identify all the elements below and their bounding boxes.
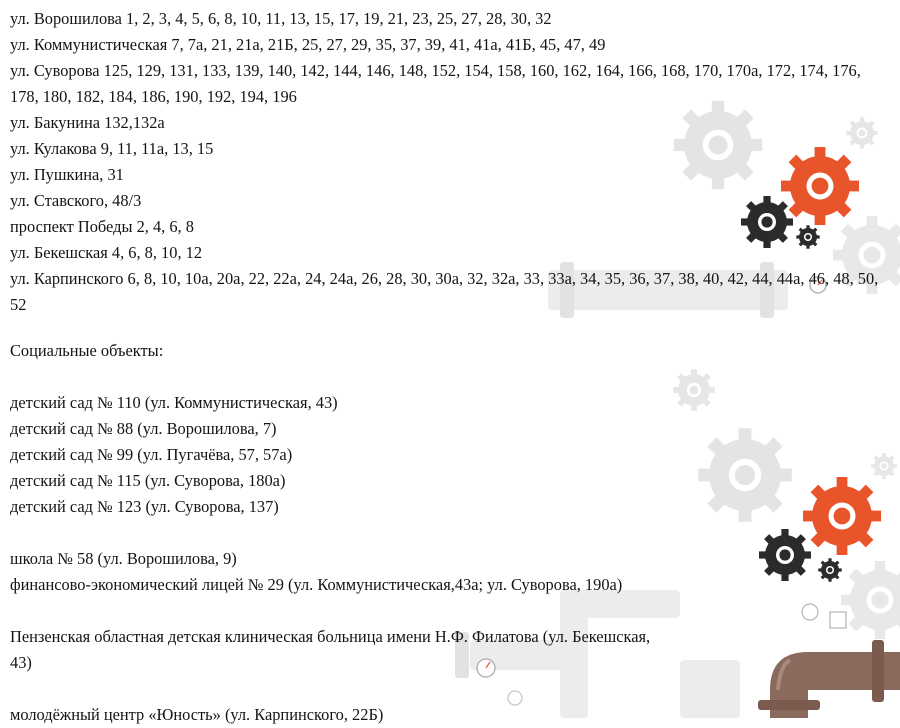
social-objects-heading: Социальные объекты: xyxy=(10,341,164,360)
hospital-entry: Пензенская областная детская клиническая больница имени Н.Ф. Филатова (ул. Бекешская, 43) xyxy=(10,627,651,672)
street-entry: ул. Суворова 125, 129, 131, 133, 139, 140, 142, 144, 146, 148, 152, 154, 158, 160, 162, 164, 166, 168, 170, 170а, 172, 174, 176, 178, 180, 182, 184, 186, 190, 192, 194, 196 xyxy=(10,61,861,106)
street-entry: ул. Ворошилова 1, 2, 3, 4, 5, 6, 8, 10, 11, 13, 15, 17, 19, 21, 23, 25, 27, 28, 30, 32 xyxy=(10,9,552,28)
school-list xyxy=(10,546,890,598)
kindergarten-entry: детский сад № 99 (ул. Пугачёва, 57, 57а) xyxy=(10,445,293,464)
school-entry: школа № 58 (ул. Ворошилова, 9) xyxy=(10,549,237,568)
street-entry: проспект Победы 2, 4, 6, 8 xyxy=(10,217,194,236)
street-entry: ул. Карпинского 6, 8, 10, 10а, 20а, 22, 22а, 24, 24а, 26, 28, 30, 30а, 32, 32а, 33, 33а, 34, 35, 36, 37, 38, 40, 42, 44, 44а, 46, 48, 50, 52 xyxy=(10,269,879,314)
kindergarten-entry: детский сад № 110 (ул. Коммунистическая, 43) xyxy=(10,393,338,412)
kindergarten-entry: детский сад № 123 (ул. Суворова, 137) xyxy=(10,497,279,516)
document-body xyxy=(10,6,890,728)
street-entry: ул. Коммунистическая 7, 7а, 21, 21а, 21Б, 25, 27, 29, 35, 37, 39, 41, 41а, 41Б, 45, 47, 49 xyxy=(10,35,606,54)
street-entry: ул. Пушкина, 31 xyxy=(10,165,124,184)
kindergarten-list xyxy=(10,390,890,520)
street-list xyxy=(10,6,890,318)
kindergarten-entry: детский сад № 88 (ул. Ворошилова, 7) xyxy=(10,419,277,438)
street-entry: ул. Бакунина 132,132а xyxy=(10,113,165,132)
youth-center-entry: молодёжный центр «Юность» (ул. Карпинского, 22Б) xyxy=(10,705,384,724)
street-entry: ул. Бекешская 4, 6, 8, 10, 12 xyxy=(10,243,203,262)
street-entry: ул. Кулакова 9, 11, 11а, 13, 15 xyxy=(10,139,214,158)
street-entry: ул. Ставского, 48/3 xyxy=(10,191,142,210)
school-entry: финансово-экономический лицей № 29 (ул. Коммунистическая,43а; ул. Суворова, 190а) xyxy=(10,575,623,594)
kindergarten-entry: детский сад № 115 (ул. Суворова, 180а) xyxy=(10,471,286,490)
